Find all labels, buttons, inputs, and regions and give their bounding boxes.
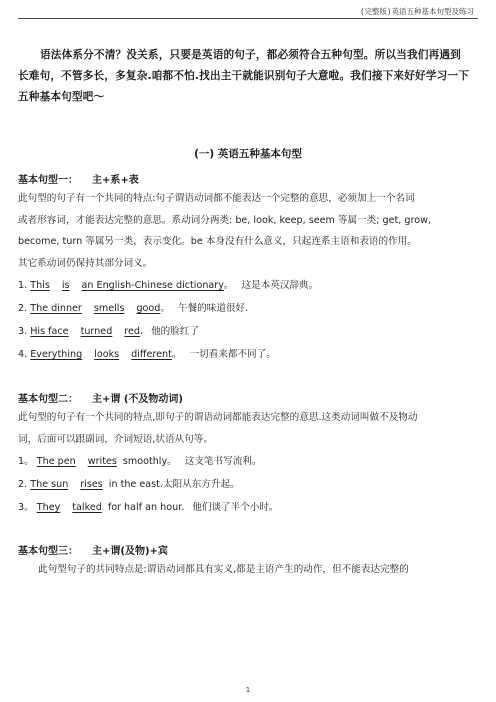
intro-paragraph [18,45,480,108]
punctuation: 。 [171,349,182,360]
desc-line: 此句型的句子有一个共同的特点,即句子的谓语动词都能表达完整的意思.这类动词叫做不及物动 [18,412,418,423]
verb: looks [94,349,120,360]
example-number: 2. [18,479,28,490]
example-sentence [18,277,318,291]
desc-line: 其它系动词仍保持其部分词义。 [18,257,153,269]
translation: 午餐的味道很好. [177,303,249,314]
complement: an English-Chinese dictionary [81,280,224,291]
pattern-1-description [18,188,480,274]
subject: This [30,280,50,291]
intro-line: 五种基本句型吧～ [18,91,105,103]
adverbial: for half an hour. [107,502,185,513]
example-sentence [18,323,199,337]
example-number: 4. [18,349,28,360]
punctuation: . [140,326,144,337]
pattern-label: 基本句型一： [18,175,78,186]
punctuation: 。 [160,303,170,314]
example-sentence [18,346,276,360]
verb: rises [80,479,103,490]
pattern-2-description [18,407,480,450]
pattern-3-description [38,559,480,581]
example-number: 3. [18,326,28,337]
example-sentence [18,499,279,513]
desc-line: 此句型的句子有一个共同的特点:句子谓语动词都不能表达一个完整的意思，必须加上一个名词 [18,193,415,204]
example-number: 1。 [18,456,34,467]
verb: turned [80,326,113,337]
example-number: 3。 [18,502,34,513]
complement: different [131,349,172,360]
verb: smells [93,303,125,314]
translation: 这是本英汉辞典。 [241,280,319,291]
example-sentence [18,300,248,314]
intro-line: 语法体系分不清？没关系，只要是英语的句子，都必须符合五种句型。所以当我们再遇到 [40,49,461,61]
subject: The pen [36,456,76,467]
adverbial: smoothly。 [122,456,177,467]
example-number: 2. [18,303,28,314]
subject: The dinner [30,303,82,314]
complement: good [136,303,161,314]
adverbial: in the east. [108,479,163,490]
example-number: 1. [18,280,28,291]
verb: writes [87,456,117,467]
intro-line: 长难句，不管多长，多复杂.咱都不怕.找出主干就能识别句子大意啦。我们接下来好好学习一下 [18,70,469,82]
pattern-1-heading [18,171,139,186]
example-sentence [18,453,261,467]
translation: 太阳从东方升起。 [162,479,240,490]
subject: His face [30,326,69,337]
desc-line: become, turn 等属另一类，表示变化。be 本身没有什么意义，只起连系主语和表语的作用。 [18,236,417,248]
pattern-3-heading [18,542,168,557]
desc-line: 或者形容词，才能表达完整的意思。系动词分两类: be, look, keep, seem 等属一类; get, grow, [18,214,431,226]
subject: Everything [30,349,83,360]
desc-line: 词，后面可以跟副词，介词短语,状语从句等。 [18,433,213,445]
translation: 他的脸红了 [151,326,200,337]
page-number: 1 [245,686,251,694]
complement: red [124,326,141,337]
subject: The sun [30,479,69,490]
verb: talked [72,502,102,513]
example-sentence [18,476,240,490]
running-header: (完整版)英语五种基本句型及练习 [359,7,474,16]
pattern-formula: 主+系+表 [92,175,139,186]
pattern-formula: 主+谓 (不及物动词) [92,394,184,405]
translation: 这支笔书写流利。 [184,456,262,467]
subject: They [36,502,61,513]
pattern-label: 基本句型二： [18,394,78,405]
pattern-label: 基本句型三： [18,546,78,557]
section-title: (一) 英语五种基本句型 [194,148,302,160]
pattern-formula: 主+谓(及物)+宾 [92,546,168,557]
verb: is [61,280,70,291]
desc-line: 此句型句子的共同特点是:谓语动词都具有实义,都是主语产生的动作，但不能表达完整的 [38,564,409,575]
translation: 一切看来都不同了。 [189,349,276,360]
header-rule [18,18,478,19]
punctuation: 。 [223,280,234,291]
pattern-2-heading [18,390,183,405]
translation: 他们谈了半个小时。 [192,502,279,513]
